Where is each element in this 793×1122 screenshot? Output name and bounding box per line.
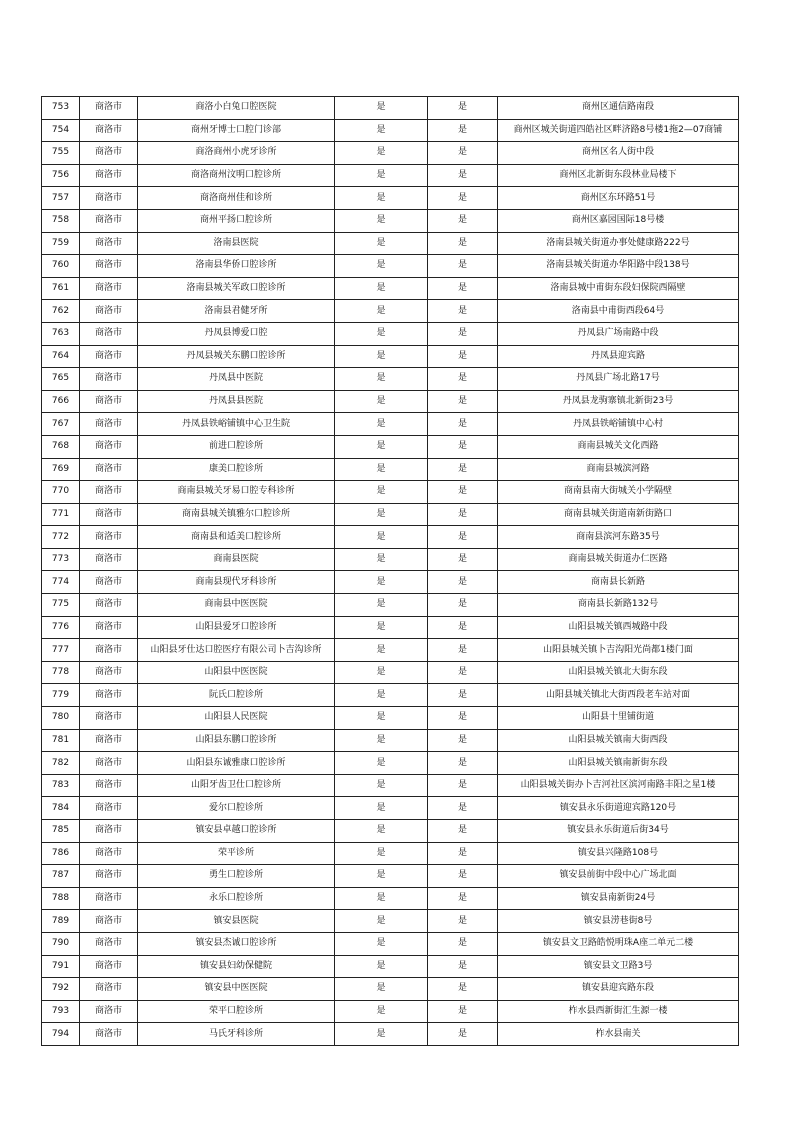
cell-flag-b: 是 xyxy=(428,639,498,662)
cell-city: 商洛市 xyxy=(80,571,138,594)
cell-row-number: 780 xyxy=(42,707,80,730)
cell-address: 洛南县城中甫街东段妇保院西隔壁 xyxy=(498,277,739,300)
cell-city: 商洛市 xyxy=(80,232,138,255)
cell-flag-a: 是 xyxy=(335,1000,428,1023)
cell-city: 商洛市 xyxy=(80,729,138,752)
cell-flag-a: 是 xyxy=(335,639,428,662)
table-row xyxy=(42,571,739,594)
cell-row-number: 786 xyxy=(42,842,80,865)
cell-institution-name: 商南县和适美口腔诊所 xyxy=(138,526,335,549)
cell-address: 商州区通信路南段 xyxy=(498,97,739,120)
cell-row-number: 783 xyxy=(42,774,80,797)
cell-flag-b: 是 xyxy=(428,142,498,165)
cell-flag-a: 是 xyxy=(335,842,428,865)
table-row xyxy=(42,458,739,481)
cell-row-number: 759 xyxy=(42,232,80,255)
cell-city: 商洛市 xyxy=(80,97,138,120)
cell-address: 商南县城滨河路 xyxy=(498,458,739,481)
cell-institution-name: 荣平诊所 xyxy=(138,842,335,865)
cell-city: 商洛市 xyxy=(80,187,138,210)
cell-address: 商州区名人街中段 xyxy=(498,142,739,165)
cell-row-number: 772 xyxy=(42,526,80,549)
cell-city: 商洛市 xyxy=(80,526,138,549)
cell-flag-a: 是 xyxy=(335,255,428,278)
cell-institution-name: 洛南县城关军政口腔诊所 xyxy=(138,277,335,300)
cell-address: 柞水县西新街汇生源一楼 xyxy=(498,1000,739,1023)
cell-address: 镇安县永乐街道后街34号 xyxy=(498,820,739,843)
table-row xyxy=(42,142,739,165)
cell-row-number: 767 xyxy=(42,413,80,436)
cell-flag-a: 是 xyxy=(335,526,428,549)
cell-flag-a: 是 xyxy=(335,932,428,955)
table-row xyxy=(42,232,739,255)
cell-address: 丹凤县广场南路中段 xyxy=(498,322,739,345)
cell-institution-name: 勇生口腔诊所 xyxy=(138,865,335,888)
table-row xyxy=(42,616,739,639)
table-row xyxy=(42,887,739,910)
table-row xyxy=(42,187,739,210)
cell-address: 商南县南大街城关小学隔壁 xyxy=(498,481,739,504)
cell-institution-name: 丹凤县城关东鹏口腔诊所 xyxy=(138,345,335,368)
cell-flag-b: 是 xyxy=(428,413,498,436)
clinic-table-body xyxy=(42,97,739,1046)
cell-row-number: 777 xyxy=(42,639,80,662)
cell-flag-b: 是 xyxy=(428,503,498,526)
cell-flag-b: 是 xyxy=(428,277,498,300)
cell-address: 商南县城关街道办仁医路 xyxy=(498,548,739,571)
cell-institution-name: 丹凤县县医院 xyxy=(138,390,335,413)
cell-city: 商洛市 xyxy=(80,684,138,707)
cell-city: 商洛市 xyxy=(80,1000,138,1023)
cell-address: 丹凤县龙驹寨镇北新街23号 xyxy=(498,390,739,413)
cell-flag-b: 是 xyxy=(428,774,498,797)
cell-institution-name: 山阳县东鹏口腔诊所 xyxy=(138,729,335,752)
cell-row-number: 789 xyxy=(42,910,80,933)
cell-flag-a: 是 xyxy=(335,910,428,933)
cell-address: 镇安县前街中段中心广场北面 xyxy=(498,865,739,888)
cell-city: 商洛市 xyxy=(80,594,138,617)
cell-row-number: 792 xyxy=(42,978,80,1001)
cell-row-number: 773 xyxy=(42,548,80,571)
clinic-table xyxy=(41,96,739,1046)
cell-flag-a: 是 xyxy=(335,345,428,368)
cell-institution-name: 爱尔口腔诊所 xyxy=(138,797,335,820)
cell-row-number: 757 xyxy=(42,187,80,210)
cell-flag-a: 是 xyxy=(335,616,428,639)
cell-row-number: 776 xyxy=(42,616,80,639)
cell-city: 商洛市 xyxy=(80,548,138,571)
cell-institution-name: 商南县现代牙科诊所 xyxy=(138,571,335,594)
cell-address: 洛南县中甫街西段64号 xyxy=(498,300,739,323)
table-row xyxy=(42,119,739,142)
cell-flag-a: 是 xyxy=(335,368,428,391)
cell-city: 商洛市 xyxy=(80,820,138,843)
table-row xyxy=(42,932,739,955)
cell-flag-a: 是 xyxy=(335,481,428,504)
cell-flag-b: 是 xyxy=(428,797,498,820)
cell-row-number: 761 xyxy=(42,277,80,300)
cell-flag-b: 是 xyxy=(428,255,498,278)
table-row xyxy=(42,639,739,662)
cell-institution-name: 洛南县君健牙所 xyxy=(138,300,335,323)
cell-city: 商洛市 xyxy=(80,639,138,662)
cell-row-number: 756 xyxy=(42,164,80,187)
cell-institution-name: 山阳县中医医院 xyxy=(138,661,335,684)
cell-institution-name: 丹凤县铁峪铺镇中心卫生院 xyxy=(138,413,335,436)
cell-address: 山阳县十里铺街道 xyxy=(498,707,739,730)
cell-city: 商洛市 xyxy=(80,842,138,865)
cell-flag-a: 是 xyxy=(335,142,428,165)
cell-institution-name: 商州牙博士口腔门诊部 xyxy=(138,119,335,142)
cell-institution-name: 马氏牙科诊所 xyxy=(138,1023,335,1046)
cell-flag-a: 是 xyxy=(335,865,428,888)
cell-city: 商洛市 xyxy=(80,616,138,639)
cell-flag-b: 是 xyxy=(428,729,498,752)
table-row xyxy=(42,481,739,504)
cell-institution-name: 阮氏口腔诊所 xyxy=(138,684,335,707)
table-row xyxy=(42,345,739,368)
cell-address: 山阳县城关镇南大街西段 xyxy=(498,729,739,752)
cell-institution-name: 洛南县医院 xyxy=(138,232,335,255)
cell-address: 镇安县南新街24号 xyxy=(498,887,739,910)
table-row xyxy=(42,548,739,571)
cell-flag-a: 是 xyxy=(335,503,428,526)
cell-row-number: 763 xyxy=(42,322,80,345)
cell-institution-name: 商洛商州小虎牙诊所 xyxy=(138,142,335,165)
cell-address: 柞水县南关 xyxy=(498,1023,739,1046)
table-row xyxy=(42,413,739,436)
cell-address: 镇安县文卫路皓悦明珠A座二单元二楼 xyxy=(498,932,739,955)
cell-row-number: 788 xyxy=(42,887,80,910)
cell-city: 商洛市 xyxy=(80,255,138,278)
cell-flag-b: 是 xyxy=(428,322,498,345)
cell-city: 商洛市 xyxy=(80,481,138,504)
table-row xyxy=(42,797,739,820)
table-row xyxy=(42,1023,739,1046)
cell-flag-a: 是 xyxy=(335,684,428,707)
cell-flag-b: 是 xyxy=(428,842,498,865)
cell-institution-name: 商南县城关牙易口腔专科诊所 xyxy=(138,481,335,504)
cell-flag-a: 是 xyxy=(335,774,428,797)
cell-institution-name: 前进口腔诊所 xyxy=(138,435,335,458)
cell-flag-b: 是 xyxy=(428,932,498,955)
cell-address: 镇安县兴隆路108号 xyxy=(498,842,739,865)
cell-institution-name: 永乐口腔诊所 xyxy=(138,887,335,910)
cell-address: 商南县长新路132号 xyxy=(498,594,739,617)
cell-flag-a: 是 xyxy=(335,548,428,571)
cell-row-number: 778 xyxy=(42,661,80,684)
cell-address: 洛南县城关街道办事处健康路222号 xyxy=(498,232,739,255)
cell-flag-a: 是 xyxy=(335,955,428,978)
cell-row-number: 774 xyxy=(42,571,80,594)
cell-flag-b: 是 xyxy=(428,458,498,481)
cell-row-number: 768 xyxy=(42,435,80,458)
table-row xyxy=(42,503,739,526)
cell-row-number: 794 xyxy=(42,1023,80,1046)
cell-institution-name: 商南县医院 xyxy=(138,548,335,571)
cell-city: 商洛市 xyxy=(80,707,138,730)
cell-address: 商南县城关街道南新街路口 xyxy=(498,503,739,526)
cell-row-number: 754 xyxy=(42,119,80,142)
cell-flag-b: 是 xyxy=(428,978,498,1001)
cell-row-number: 779 xyxy=(42,684,80,707)
cell-row-number: 765 xyxy=(42,368,80,391)
cell-institution-name: 镇安县中医医院 xyxy=(138,978,335,1001)
cell-flag-a: 是 xyxy=(335,209,428,232)
cell-address: 镇安县永乐街道迎宾路120号 xyxy=(498,797,739,820)
cell-flag-b: 是 xyxy=(428,594,498,617)
cell-flag-b: 是 xyxy=(428,684,498,707)
cell-flag-a: 是 xyxy=(335,322,428,345)
cell-flag-a: 是 xyxy=(335,390,428,413)
cell-flag-a: 是 xyxy=(335,752,428,775)
table-row xyxy=(42,594,739,617)
cell-address: 商南县长新路 xyxy=(498,571,739,594)
cell-flag-a: 是 xyxy=(335,571,428,594)
cell-flag-b: 是 xyxy=(428,571,498,594)
table-row xyxy=(42,707,739,730)
cell-city: 商洛市 xyxy=(80,865,138,888)
cell-flag-a: 是 xyxy=(335,187,428,210)
cell-institution-name: 山阳县人民医院 xyxy=(138,707,335,730)
cell-row-number: 758 xyxy=(42,209,80,232)
cell-row-number: 762 xyxy=(42,300,80,323)
cell-flag-a: 是 xyxy=(335,458,428,481)
cell-institution-name: 商州平扬口腔诊所 xyxy=(138,209,335,232)
cell-address: 山阳县城关镇西城路中段 xyxy=(498,616,739,639)
table-row xyxy=(42,820,739,843)
cell-flag-b: 是 xyxy=(428,548,498,571)
table-row xyxy=(42,774,739,797)
cell-row-number: 760 xyxy=(42,255,80,278)
table-row xyxy=(42,865,739,888)
cell-address: 山阳县城关镇卜吉沟阳光尚都1楼门面 xyxy=(498,639,739,662)
cell-flag-b: 是 xyxy=(428,910,498,933)
cell-row-number: 784 xyxy=(42,797,80,820)
cell-row-number: 785 xyxy=(42,820,80,843)
cell-city: 商洛市 xyxy=(80,209,138,232)
cell-flag-a: 是 xyxy=(335,820,428,843)
cell-flag-b: 是 xyxy=(428,390,498,413)
cell-address: 镇安县文卫路3号 xyxy=(498,955,739,978)
table-row xyxy=(42,368,739,391)
cell-city: 商洛市 xyxy=(80,978,138,1001)
cell-city: 商洛市 xyxy=(80,119,138,142)
cell-city: 商洛市 xyxy=(80,955,138,978)
cell-address: 山阳县城关街办卜吉河社区滨河南路丰阳之星1楼 xyxy=(498,774,739,797)
cell-city: 商洛市 xyxy=(80,932,138,955)
cell-row-number: 775 xyxy=(42,594,80,617)
cell-flag-b: 是 xyxy=(428,435,498,458)
cell-address: 洛南县城关街道办华阳路中段138号 xyxy=(498,255,739,278)
table-row xyxy=(42,526,739,549)
cell-flag-b: 是 xyxy=(428,887,498,910)
cell-institution-name: 商南县中医医院 xyxy=(138,594,335,617)
cell-flag-a: 是 xyxy=(335,164,428,187)
cell-flag-a: 是 xyxy=(335,413,428,436)
cell-institution-name: 丹凤县中医院 xyxy=(138,368,335,391)
cell-address: 商南县城关文化西路 xyxy=(498,435,739,458)
cell-flag-b: 是 xyxy=(428,119,498,142)
cell-flag-a: 是 xyxy=(335,887,428,910)
cell-flag-a: 是 xyxy=(335,97,428,120)
cell-flag-b: 是 xyxy=(428,345,498,368)
cell-flag-a: 是 xyxy=(335,978,428,1001)
table-row xyxy=(42,661,739,684)
cell-city: 商洛市 xyxy=(80,661,138,684)
cell-row-number: 769 xyxy=(42,458,80,481)
cell-city: 商洛市 xyxy=(80,142,138,165)
cell-city: 商洛市 xyxy=(80,774,138,797)
table-row xyxy=(42,255,739,278)
cell-row-number: 753 xyxy=(42,97,80,120)
cell-row-number: 755 xyxy=(42,142,80,165)
cell-flag-a: 是 xyxy=(335,435,428,458)
cell-row-number: 781 xyxy=(42,729,80,752)
cell-flag-b: 是 xyxy=(428,820,498,843)
cell-flag-b: 是 xyxy=(428,1000,498,1023)
cell-address: 丹凤县广场北路17号 xyxy=(498,368,739,391)
cell-flag-a: 是 xyxy=(335,277,428,300)
cell-flag-b: 是 xyxy=(428,955,498,978)
cell-address: 丹凤县铁峪铺镇中心村 xyxy=(498,413,739,436)
cell-address: 山阳县城关镇北大街西段老车站对面 xyxy=(498,684,739,707)
cell-row-number: 782 xyxy=(42,752,80,775)
cell-institution-name: 镇安县卓越口腔诊所 xyxy=(138,820,335,843)
table-row xyxy=(42,97,739,120)
cell-flag-b: 是 xyxy=(428,300,498,323)
cell-institution-name: 商洛小白兔口腔医院 xyxy=(138,97,335,120)
cell-row-number: 766 xyxy=(42,390,80,413)
cell-address: 山阳县城关镇北大街东段 xyxy=(498,661,739,684)
cell-flag-b: 是 xyxy=(428,232,498,255)
cell-city: 商洛市 xyxy=(80,413,138,436)
cell-flag-b: 是 xyxy=(428,865,498,888)
cell-institution-name: 商南县城关镇雅尔口腔诊所 xyxy=(138,503,335,526)
cell-institution-name: 镇安县妇幼保健院 xyxy=(138,955,335,978)
table-row xyxy=(42,209,739,232)
cell-address: 商州区东环路51号 xyxy=(498,187,739,210)
cell-flag-b: 是 xyxy=(428,526,498,549)
cell-institution-name: 商洛商州汶明口腔诊所 xyxy=(138,164,335,187)
cell-city: 商洛市 xyxy=(80,390,138,413)
cell-city: 商洛市 xyxy=(80,164,138,187)
cell-row-number: 787 xyxy=(42,865,80,888)
cell-city: 商洛市 xyxy=(80,503,138,526)
cell-row-number: 790 xyxy=(42,932,80,955)
cell-institution-name: 商洛商州佳和诊所 xyxy=(138,187,335,210)
cell-flag-b: 是 xyxy=(428,368,498,391)
cell-row-number: 764 xyxy=(42,345,80,368)
cell-flag-a: 是 xyxy=(335,707,428,730)
table-row xyxy=(42,322,739,345)
cell-flag-b: 是 xyxy=(428,661,498,684)
cell-city: 商洛市 xyxy=(80,752,138,775)
cell-institution-name: 山阳县爱牙口腔诊所 xyxy=(138,616,335,639)
cell-address: 商州区城关街道四皓社区畔济路8号楼1拖2—07商铺 xyxy=(498,119,739,142)
cell-institution-name: 洛南县华侨口腔诊所 xyxy=(138,255,335,278)
cell-address: 山阳县城关镇南新街东段 xyxy=(498,752,739,775)
cell-address: 镇安县迎宾路东段 xyxy=(498,978,739,1001)
cell-row-number: 793 xyxy=(42,1000,80,1023)
table-row xyxy=(42,300,739,323)
cell-institution-name: 镇安县杰诚口腔诊所 xyxy=(138,932,335,955)
cell-city: 商洛市 xyxy=(80,910,138,933)
table-row xyxy=(42,842,739,865)
cell-flag-b: 是 xyxy=(428,187,498,210)
table-row xyxy=(42,978,739,1001)
table-row xyxy=(42,910,739,933)
cell-flag-a: 是 xyxy=(335,300,428,323)
table-row xyxy=(42,684,739,707)
cell-address: 丹凤县迎宾路 xyxy=(498,345,739,368)
cell-city: 商洛市 xyxy=(80,458,138,481)
cell-city: 商洛市 xyxy=(80,435,138,458)
cell-flag-a: 是 xyxy=(335,729,428,752)
cell-flag-a: 是 xyxy=(335,661,428,684)
cell-city: 商洛市 xyxy=(80,300,138,323)
cell-city: 商洛市 xyxy=(80,1023,138,1046)
cell-address: 商州区北新街东段林业局楼下 xyxy=(498,164,739,187)
cell-flag-b: 是 xyxy=(428,97,498,120)
cell-flag-b: 是 xyxy=(428,481,498,504)
cell-flag-a: 是 xyxy=(335,232,428,255)
table-row xyxy=(42,1000,739,1023)
cell-row-number: 791 xyxy=(42,955,80,978)
cell-city: 商洛市 xyxy=(80,368,138,391)
table-row xyxy=(42,435,739,458)
table-row xyxy=(42,390,739,413)
table-row xyxy=(42,955,739,978)
cell-flag-a: 是 xyxy=(335,594,428,617)
cell-flag-a: 是 xyxy=(335,1023,428,1046)
cell-city: 商洛市 xyxy=(80,797,138,820)
cell-address: 镇安县涝巷街8号 xyxy=(498,910,739,933)
cell-city: 商洛市 xyxy=(80,277,138,300)
cell-institution-name: 丹凤县博爱口腔 xyxy=(138,322,335,345)
cell-flag-b: 是 xyxy=(428,616,498,639)
cell-institution-name: 山阳县东诚雅康口腔诊所 xyxy=(138,752,335,775)
cell-institution-name: 山阳县牙仕达口腔医疗有限公司卜吉沟诊所 xyxy=(138,639,335,662)
cell-flag-b: 是 xyxy=(428,752,498,775)
cell-institution-name: 镇安县医院 xyxy=(138,910,335,933)
cell-row-number: 770 xyxy=(42,481,80,504)
table-row xyxy=(42,752,739,775)
cell-address: 商南县滨河东路35号 xyxy=(498,526,739,549)
cell-address: 商州区嘉园国际18号楼 xyxy=(498,209,739,232)
cell-institution-name: 山阳牙齿卫仕口腔诊所 xyxy=(138,774,335,797)
cell-institution-name: 荣平口腔诊所 xyxy=(138,1000,335,1023)
cell-flag-b: 是 xyxy=(428,164,498,187)
cell-flag-a: 是 xyxy=(335,119,428,142)
table-row xyxy=(42,729,739,752)
cell-city: 商洛市 xyxy=(80,887,138,910)
cell-flag-b: 是 xyxy=(428,209,498,232)
table-row xyxy=(42,164,739,187)
cell-flag-a: 是 xyxy=(335,797,428,820)
cell-institution-name: 康美口腔诊所 xyxy=(138,458,335,481)
cell-flag-b: 是 xyxy=(428,1023,498,1046)
cell-city: 商洛市 xyxy=(80,345,138,368)
cell-city: 商洛市 xyxy=(80,322,138,345)
table-row xyxy=(42,277,739,300)
cell-flag-b: 是 xyxy=(428,707,498,730)
cell-row-number: 771 xyxy=(42,503,80,526)
